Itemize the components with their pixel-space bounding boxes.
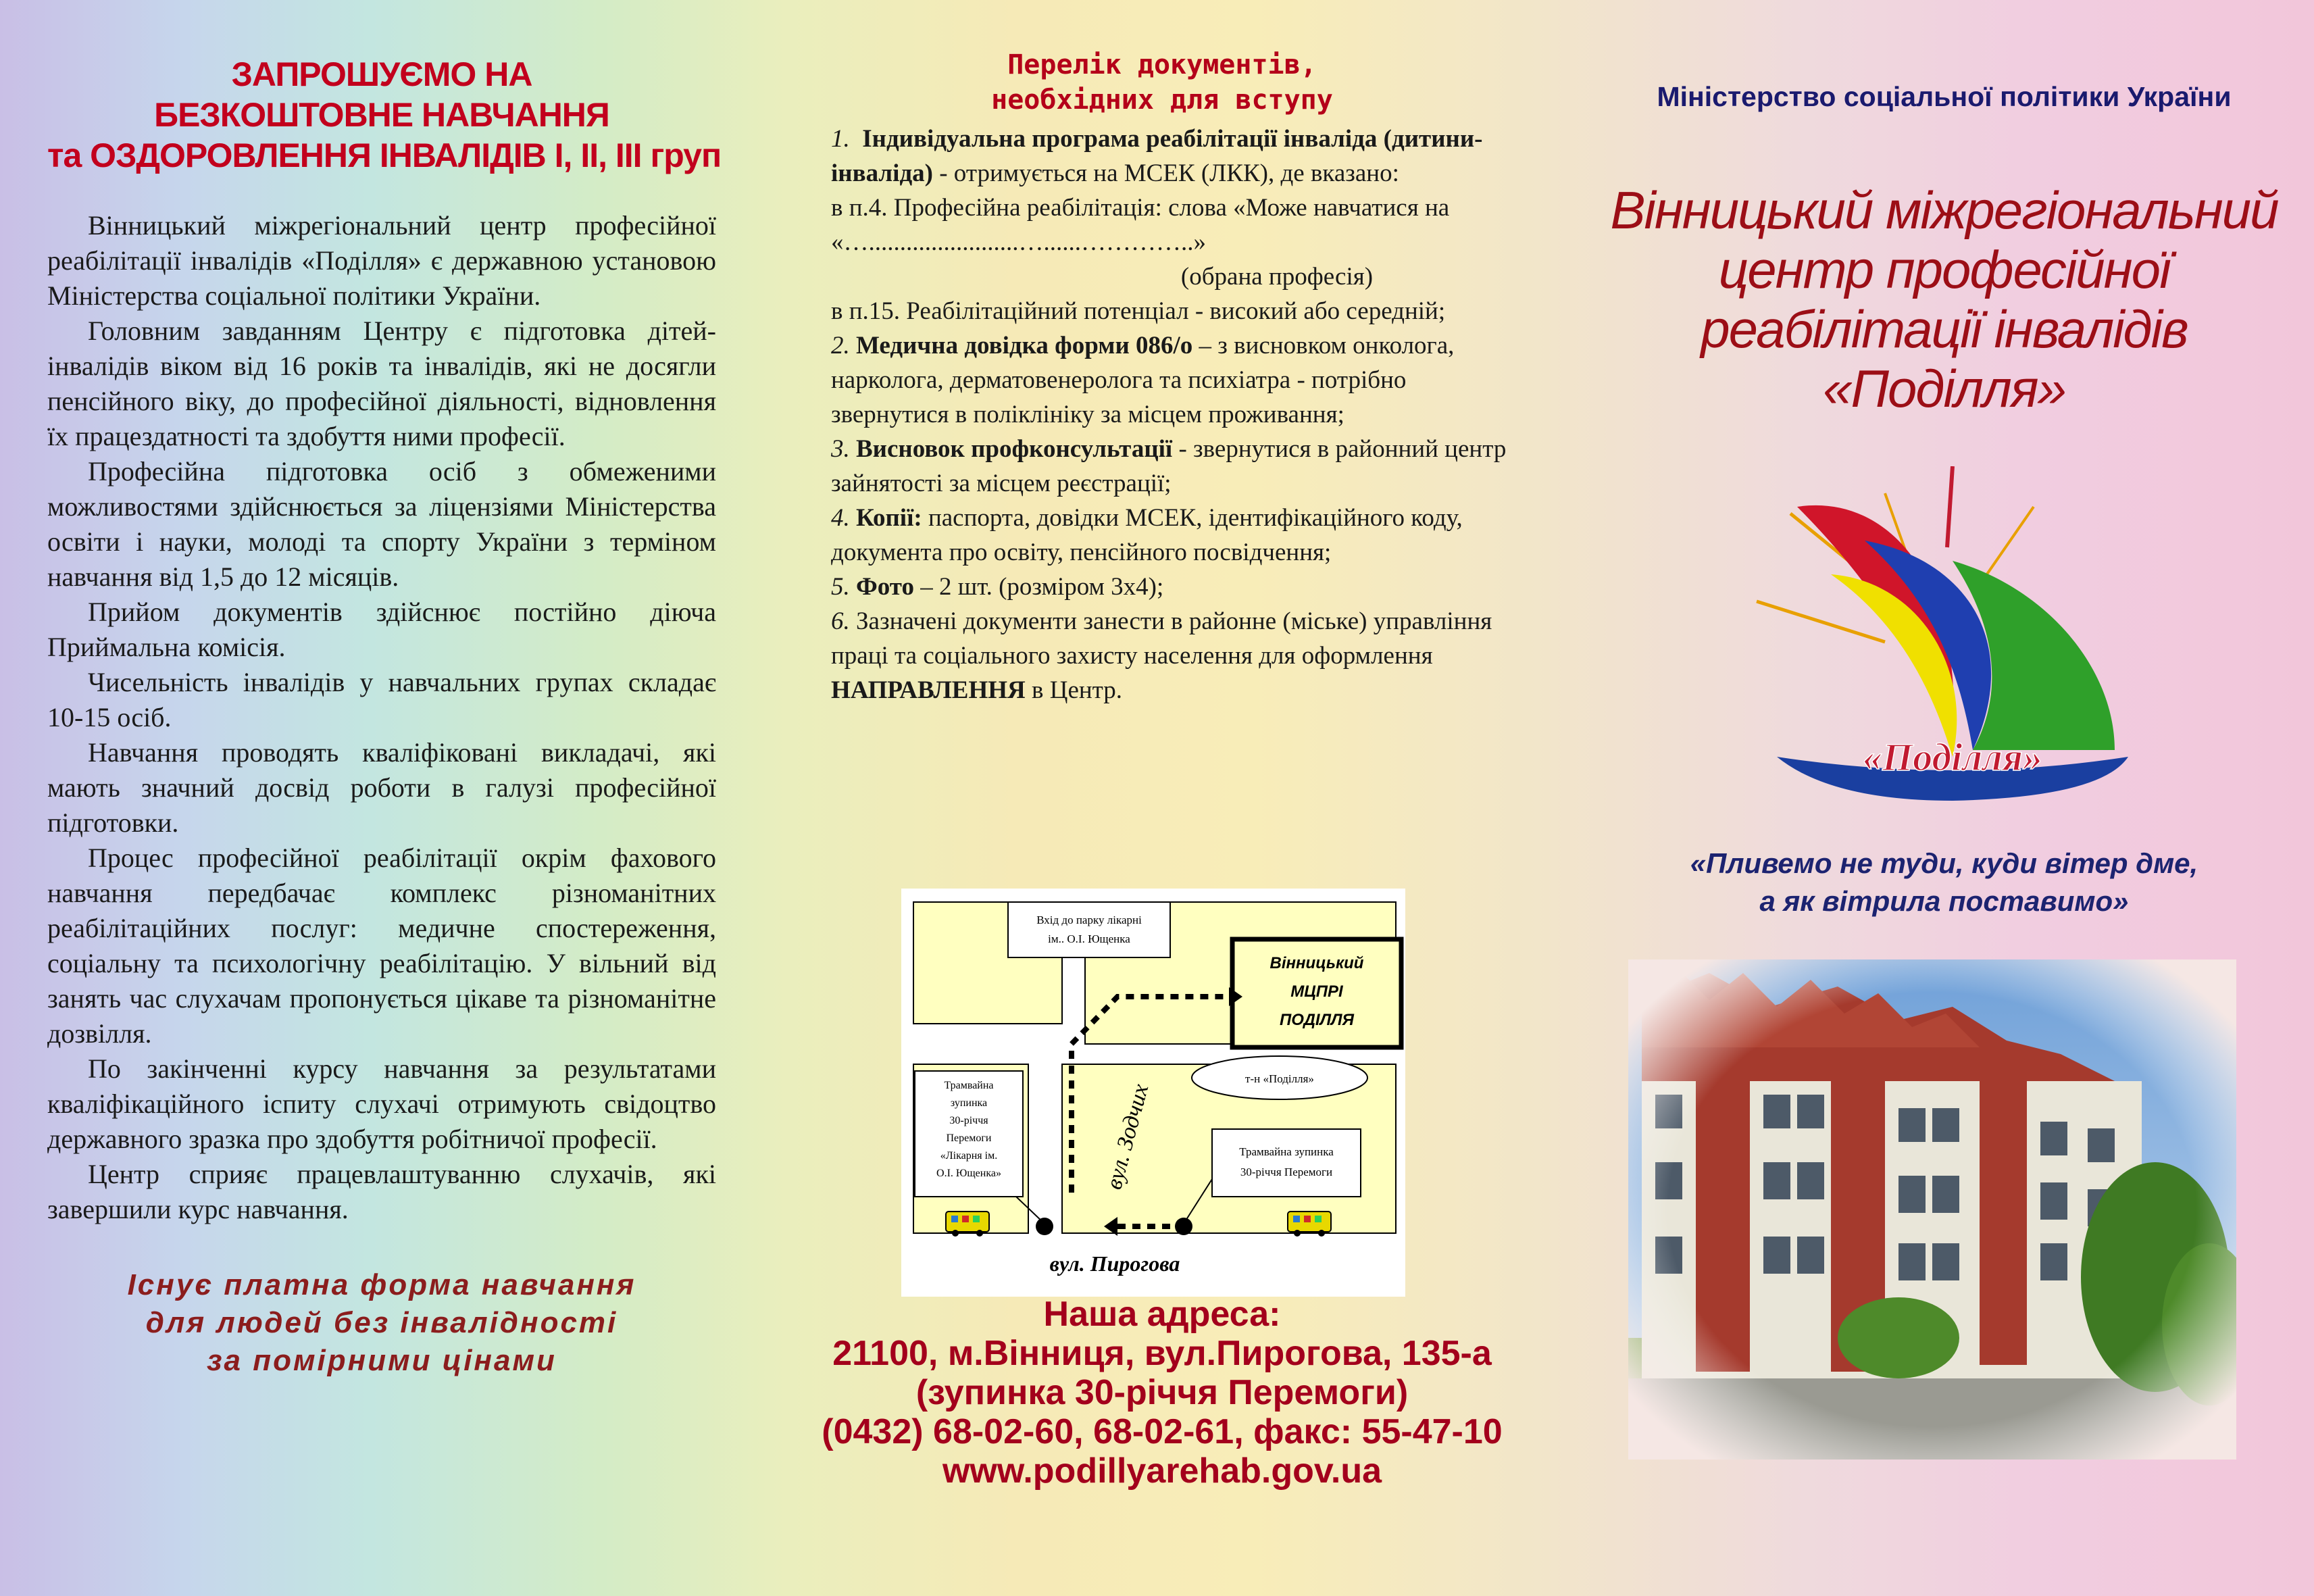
street-pyrohova-label: вул. Пирогова xyxy=(1049,1251,1180,1276)
center-label: ПОДІЛЛЯ xyxy=(1279,1011,1355,1029)
title-line: центр професійної xyxy=(1718,240,2170,299)
paragraph: По закінченні курсу навчання за результатами кваліфікаційного іспиту слухачі отримують свідоцтво державного зразка про здобуття робітничої професії. xyxy=(47,1053,716,1154)
stop-right-label: Трамвайна зупинка xyxy=(1239,1145,1334,1158)
doc-item-4: 4. Копії: паспорта, довідки МСЕК, ідентифікаційного коду, документа про освіту, пенсійного посвідчення; xyxy=(831,504,1463,566)
doc-text: – з висновком онколога, нарколога, дерматовенеролога та психіатра - потрібно звернутися в поліклініку за місцем проживання; xyxy=(831,332,1455,428)
location-map xyxy=(901,889,1405,1297)
address-block xyxy=(790,1295,1534,1491)
doc-title: Медична довідка форми 086/о xyxy=(856,332,1193,359)
documents-heading xyxy=(804,47,1520,118)
doc-text: - отримується на МСЕК (ЛКК), де вказано: xyxy=(932,159,1399,187)
title-line: реабілітації інвалідів xyxy=(1701,299,2188,359)
documents-heading-line: Перелік документів, xyxy=(1007,49,1317,80)
street-zodchykh-label: вул. Зодчих xyxy=(1101,1081,1154,1193)
park-entrance-label: ім.. О.І. Ющенка xyxy=(1048,932,1130,945)
stop-left-label: Перемоги xyxy=(946,1132,992,1144)
doc-title: Фото xyxy=(856,573,914,601)
ministry-name: Міністерство соціальної політики України xyxy=(1657,81,2232,112)
paragraph: Чисельність інвалідів у навчальних групах складає 10-15 осіб. xyxy=(47,667,716,732)
doc-item-1: 1. Індивідуальна програма реабілітації інваліда (дитини-інваліда) - отримується на МСЕК (ЛКК), де вказано: xyxy=(831,125,1483,187)
left-panel xyxy=(0,0,757,1596)
stop-left-label: О.І. Ющенка» xyxy=(936,1168,1001,1179)
doc-text: Зазначені документи занести в районне (міське) управління праці та соціального захисту населення для оформлення xyxy=(831,607,1492,670)
doc-number: 6 xyxy=(831,607,844,635)
center-title xyxy=(1594,180,2294,418)
website-link[interactable]: www.podillyarehab.gov.ua xyxy=(942,1451,1382,1491)
paid-line: за помірними цінами xyxy=(207,1344,557,1377)
sailboat-logo xyxy=(1750,466,2142,811)
address-stop: (зупинка 30-річчя Перемоги) xyxy=(915,1373,1409,1412)
paragraph: Навчання проводять кваліфіковані викладачі, які мають значний досвід роботи в галузі професійної підготовки. xyxy=(47,737,716,838)
doc-title: Висновок профконсультації xyxy=(856,435,1173,463)
paid-line: Існує платна форма навчання xyxy=(127,1268,636,1301)
doc-item-3: 3. Висновок профконсультації - звернутися в районний центр зайнятості за місцем реєстрації; xyxy=(831,435,1507,497)
center-label: МЦПРІ xyxy=(1290,982,1343,1001)
paragraph: Головним завданням Центру є підготовка дітей-інвалідів віком від 16 років та інвалідів, які не досягли пенсійного віку, до професійної діяльності, відновлення їх працездатності та здобуття ними професії. xyxy=(47,316,716,451)
doc-number: 2 xyxy=(831,332,844,359)
heading-line-3: та ОЗДОРОВЛЕННЯ ІНВАЛІДІВ І, ІІ, ІІІ груп xyxy=(47,136,722,174)
paragraph: Вінницький міжрегіональний центр професійної реабілітації інвалідів «Поділля» є державною установою Міністерства соціальної політики України. xyxy=(47,210,716,311)
doc-number: 4 xyxy=(831,504,844,532)
building-photo xyxy=(1628,959,2236,1460)
address-heading: Наша адреса: xyxy=(1043,1295,1281,1334)
stop-left-label: зупинка xyxy=(950,1097,988,1109)
paragraph: Прийом документів здійснює постійно діюча Приймальна комісія. xyxy=(47,597,716,662)
center-label: Вінницький xyxy=(1269,954,1364,972)
store-label: т-н «Поділля» xyxy=(1245,1072,1314,1085)
doc-text: - звернутися в районний центр зайнятості за місцем реєстрації; xyxy=(831,435,1507,497)
address-street: 21100, м.Вінниця, вул.Пирогова, 135-а xyxy=(832,1334,1492,1373)
doc-title: НАПРАВЛЕННЯ xyxy=(831,676,1026,704)
doc-item-1-detail: в п.15. Реабілітаційний потенціал - високий або середній; xyxy=(831,297,1446,325)
stop-left-label: Трамвайна xyxy=(944,1080,994,1091)
address-phones: (0432) 68-02-60, 68-02-61, факс: 55-47-10 xyxy=(822,1412,1503,1451)
title-line: «Поділля» xyxy=(1823,359,2065,418)
doc-text: паспорта, довідки МСЕК, ідентифікаційного коду, документа про освіту, пенсійного посвідчення; xyxy=(831,504,1463,566)
paragraph: Центр сприяє працевлаштуванню слухачів, які завершили курс навчання. xyxy=(47,1159,716,1224)
motto-line: «Пливемо не туди, куди вітер дме, xyxy=(1690,847,2198,879)
heading-line-2: БЕЗКОШТОВНЕ НАВЧАННЯ xyxy=(154,96,609,134)
doc-item-1-detail: в п.4. Професійна реабілітація: слова «Може навчатися на «…........................…......…………..» xyxy=(831,194,1450,256)
park-entrance-box xyxy=(1008,902,1170,957)
doc-title: Індивідуальна програма реабілітації інваліда (дитини-інваліда) xyxy=(831,125,1483,187)
title-line: Вінницький міжрегіональний xyxy=(1610,180,2278,240)
center-description xyxy=(47,208,716,1227)
stop-left-label: 30-річчя xyxy=(949,1115,988,1126)
stop-right-box xyxy=(1212,1129,1361,1197)
red-sail-icon xyxy=(1797,505,1954,750)
documents-heading-line: необхідних для вступу xyxy=(991,84,1333,116)
paid-education-note xyxy=(47,1266,716,1380)
park-entrance-label: Вхід до парку лікарні xyxy=(1036,914,1142,926)
doc-number: 1 xyxy=(831,125,844,153)
motto-line: а як вітрила поставимо» xyxy=(1759,885,2129,917)
doc-text: – 2 шт. (розміром 3х4); xyxy=(913,573,1164,601)
doc-number: 5 xyxy=(831,573,844,601)
doc-number: 3 xyxy=(831,435,844,463)
paragraph: Процес професійної реабілітації окрім фахового навчання передбачає комплекс різноманітних реабілітаційних послуг: медичне спостереження, соціальну та психологічну реабілітацію. У вільний від занять час слухачам пропонується цікаве та різноманітне дозвілля. xyxy=(47,843,716,1049)
documents-list xyxy=(804,122,1520,707)
paragraph: Професійна підготовка осіб з обмеженими можливостями здійснюється за ліцензіями Міністерства освіти і науки, молоді та спорту України з терміном навчання від 1,5 до 12 місяців. xyxy=(47,456,716,592)
invitation-heading xyxy=(47,54,722,176)
doc-title: Копії: xyxy=(856,504,922,532)
doc-item-6: 6. Зазначені документи занести в районне (міське) управління праці та соціального захисту населення для оформлення НАПРАВЛЕННЯ в Центр. xyxy=(831,607,1492,704)
doc-item-1-note: (обрана професія) xyxy=(1180,263,1374,291)
doc-text: в Центр. xyxy=(1025,676,1123,704)
heading-line-1: ЗАПРОШУЄМО НА xyxy=(231,55,532,93)
logo-text: «Поділля» xyxy=(1863,735,2042,779)
paid-line: для людей без інвалідності xyxy=(145,1306,618,1339)
doc-item-2: 2. Медична довідка форми 086/о – з висновком онколога, нарколога, дерматовенеролога та психіатра - потрібно звернутися в поліклініку за місцем проживання; xyxy=(831,332,1455,428)
stop-right-label: 30-річчя Перемоги xyxy=(1240,1166,1333,1178)
stop-left-label: «Лікарня ім. xyxy=(940,1150,998,1162)
doc-item-5: 5. Фото – 2 шт. (розміром 3х4); xyxy=(831,573,1164,601)
motto xyxy=(1574,845,2314,920)
